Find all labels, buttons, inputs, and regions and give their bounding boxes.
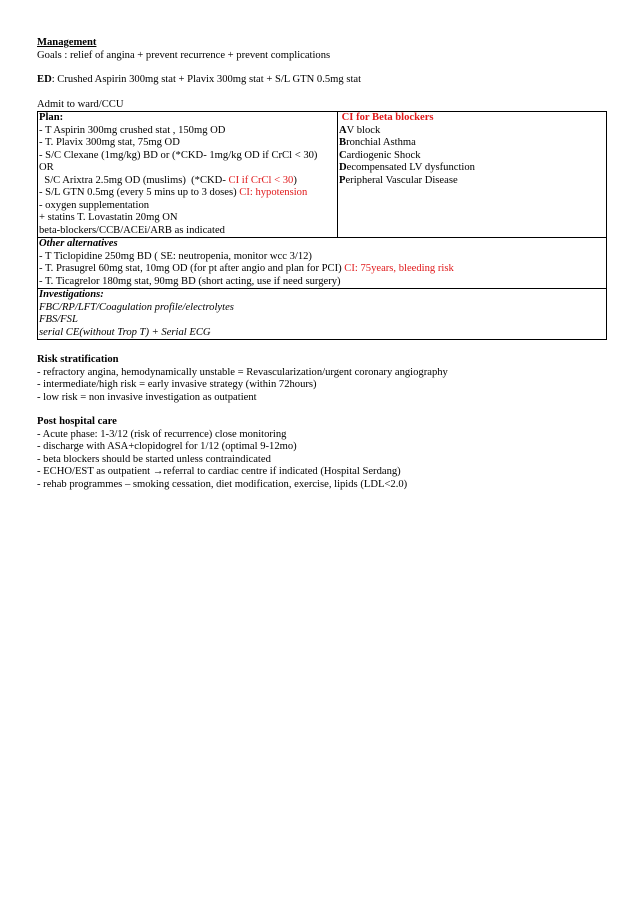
ci-beta-initial: P: [339, 174, 346, 186]
ci-beta-item: [339, 137, 605, 150]
ci-beta-heading: CI for Beta blockers: [339, 112, 434, 123]
alternatives-heading: Other alternatives: [39, 238, 118, 249]
investigations-line: FBS/FSL: [39, 314, 78, 325]
plan-line: - S/C Clexane (1mg/kg) BD or (*CKD- 1mg/kg OD if CrCl < 30): [39, 149, 318, 161]
ci-beta-item: [339, 162, 605, 175]
ed-text: : Crushed Aspirin 300mg stat + Plavix 300mg stat + S/L GTN 0.5mg stat: [51, 74, 362, 85]
risk-line: - refractory angina, hemodynamically unstable = Revascularization/urgent coronary angiography: [37, 366, 448, 378]
plan-line: - T Aspirin 300mg crushed stat , 150mg OD: [39, 124, 226, 136]
investigations-line: FBC/RP/LFT/Coagulation profile/electrolytes: [39, 301, 234, 313]
alternatives-prasugrel-line: [39, 263, 605, 276]
investigations-cell: [38, 289, 607, 340]
alternatives-line: - T. Ticagrelor 180mg stat, 90mg BD (short acting, use if need surgery): [39, 275, 341, 287]
post-echo-referral: referral to cardiac centre if indicated (Hospital Serdang): [163, 466, 401, 477]
plan-line: OR: [39, 162, 54, 173]
post-echo-line: [37, 466, 602, 479]
ci-beta-item: [339, 125, 605, 138]
arrow-right-icon: →: [152, 466, 164, 477]
ed-line: [37, 74, 602, 87]
plan-line: + statins T. Lovastatin 20mg ON: [39, 212, 178, 223]
plan-gtn-text: - S/L GTN 0.5mg (every 5 mins up to 3 doses): [39, 187, 240, 198]
post-line: - rehab programmes – smoking cessation, diet modification, exercise, lipids (LDL<2.0): [37, 478, 408, 490]
plan-line: - oxygen supplementation: [39, 199, 150, 211]
risk-heading: Risk stratification: [37, 354, 119, 365]
plan-arixtra-close: ): [293, 174, 297, 186]
investigations-line: serial CE(without Trop T) + Serial ECG: [39, 326, 211, 338]
plan-table: [37, 111, 607, 340]
ci-beta-rest: ronchial Asthma: [346, 137, 416, 148]
plan-line: - T. Plavix 300mg stat, 75mg OD: [39, 137, 180, 148]
investigations-heading: Investigations:: [39, 289, 104, 300]
post-heading: Post hospital care: [37, 416, 117, 427]
risk-line: - low risk = non invasive investigation as outpatient: [37, 391, 257, 403]
ci-beta-initial: B: [339, 137, 347, 148]
risk-line: - intermediate/high risk = early invasive strategy (within 72hours): [37, 379, 317, 390]
ci-beta-item: [339, 175, 605, 188]
plan-heading: Plan:: [39, 112, 64, 123]
post-line: - beta blockers should be started unless contraindicated: [37, 453, 271, 465]
post-echo-text: - ECHO/EST as outpatient: [37, 466, 153, 477]
ci-beta-cell: [338, 112, 607, 238]
goals-text: Goals : relief of angina + prevent recurrence + prevent complications: [37, 49, 331, 61]
ci-beta-rest: ardiogenic Shock: [346, 149, 421, 161]
plan-arixtra-ci: CI if CrCl < 30: [228, 174, 294, 186]
plan-line: beta-blockers/CCB/ACEi/ARB as indicated: [39, 224, 225, 236]
alternatives-prasugrel-ci: CI: 75years, bleeding risk: [344, 263, 454, 274]
alternatives-line: - T Ticlopidine 250mg BD ( SE: neutropenia, monitor wcc 3/12): [39, 250, 312, 262]
admit-text: Admit to ward/CCU: [37, 98, 124, 110]
ci-beta-initial: A: [339, 124, 347, 136]
ci-beta-initial: C: [339, 149, 347, 161]
management-heading: Management: [37, 37, 97, 48]
post-line: - Acute phase: 1-3/12 (risk of recurrence) close monitoring: [37, 428, 287, 440]
plan-gtn-line: [39, 187, 336, 200]
plan-arixtra-line: [39, 175, 336, 188]
post-line: - discharge with ASA+clopidogrel for 1/12 (optimal 9-12mo): [37, 441, 297, 452]
ci-beta-initial: D: [339, 162, 347, 173]
plan-arixtra-text: S/C Arixtra 2.5mg OD (muslims) (*CKD-: [39, 174, 229, 186]
ci-beta-rest: eripheral Vascular Disease: [345, 174, 458, 186]
plan-gtn-ci: CI: hypotension: [239, 187, 308, 198]
plan-cell: [38, 112, 338, 238]
ci-beta-rest: V block: [346, 124, 381, 136]
ci-beta-rest: ecompensated LV dysfunction: [346, 162, 475, 173]
alternatives-prasugrel-text: - T. Prasugrel 60mg stat, 10mg OD (for pt after angio and plan for PCI): [39, 263, 345, 274]
document-page: [37, 37, 602, 491]
ed-label: ED: [37, 74, 52, 85]
alternatives-cell: [38, 238, 607, 289]
ci-beta-item: [339, 150, 605, 163]
